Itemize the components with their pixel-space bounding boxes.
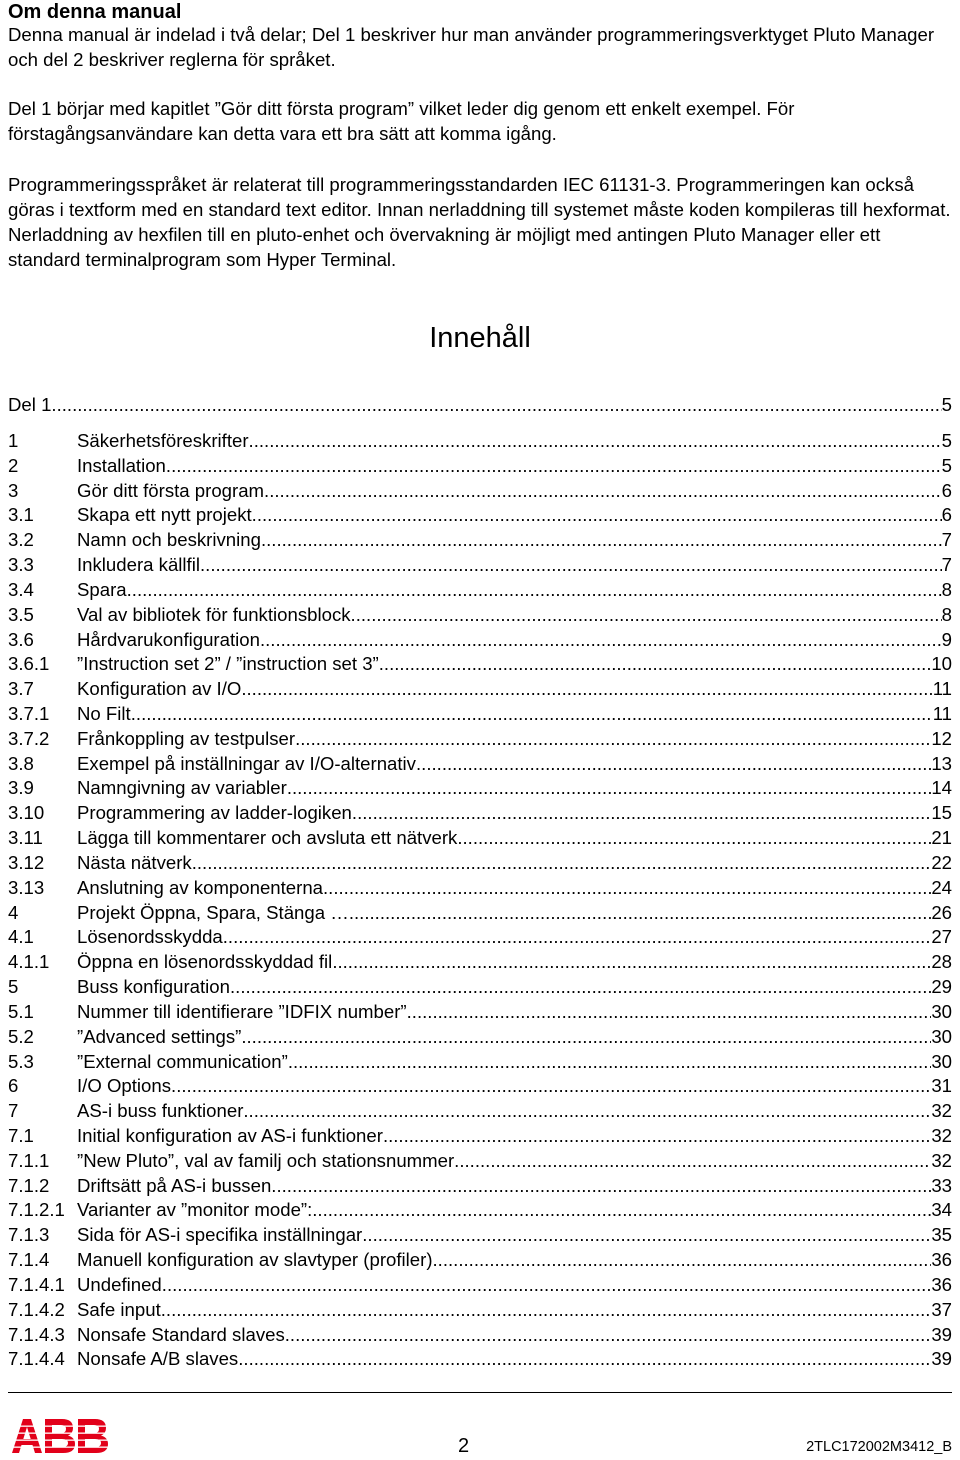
- toc-entry-page: 15: [931, 802, 952, 824]
- toc-entry-number: 7.1.1: [8, 1149, 50, 1171]
- toc-entry[interactable]: [8, 1173, 952, 1198]
- toc-entry[interactable]: [8, 392, 952, 417]
- toc-entry-number: 5.2: [8, 1025, 34, 1047]
- toc-entry-page: 30: [931, 1000, 952, 1022]
- toc-entry[interactable]: [8, 949, 952, 974]
- toc-entry-title: Buss konfiguration: [77, 976, 230, 998]
- toc-entry-title: Val av bibliotek för funktionsblock: [77, 603, 351, 625]
- toc-entry-page: 9: [941, 628, 952, 650]
- toc-entry-title: Del 1: [8, 394, 52, 415]
- toc-entry-number: 7.1: [8, 1124, 34, 1146]
- toc-leader-dots: [351, 602, 942, 627]
- about-paragraph-1: Denna manual är indelad i två delar; Del 1 beskriver hur man använder programmeringsverktyget Pluto Manager och del 2 beskriver reglerna för språket.: [8, 24, 935, 70]
- toc-entry-number: 3.8: [8, 752, 34, 774]
- toc-entry-page: 5: [941, 454, 952, 476]
- toc-entry-number: 2: [8, 454, 19, 476]
- toc-leader-dots: [264, 478, 942, 503]
- toc-entry-title: Projekt Öppna, Spara, Stänga …: [77, 901, 349, 923]
- toc-leader-dots: [230, 974, 931, 999]
- toc-entry-title: Driftsätt på AS-i bussen: [77, 1174, 272, 1196]
- toc-entry-title: Varianter av ”monitor mode”:: [77, 1199, 313, 1221]
- toc-entry-page: 6: [941, 504, 952, 526]
- toc-entry-title: Sida för AS-i specifika inställningar: [77, 1224, 363, 1246]
- toc-leader-dots: [332, 949, 931, 974]
- toc-entry-page: 36: [931, 1249, 952, 1271]
- toc-entry-title: Manuell konfiguration av slavtyper (profiler): [77, 1249, 433, 1271]
- toc-entry-page: 37: [931, 1298, 952, 1320]
- toc-leader-dots: [241, 676, 932, 701]
- toc-entry[interactable]: [8, 875, 952, 900]
- toc-entry-number: 3.5: [8, 603, 34, 625]
- toc-entry-number: 3.2: [8, 529, 34, 551]
- toc-leader-dots: [51, 392, 941, 417]
- toc-entry-title: Anslutning av komponenterna: [77, 876, 324, 898]
- toc-entry[interactable]: [8, 602, 952, 627]
- toc-entry-page: 5: [941, 394, 952, 415]
- toc-entry-number: 7.1.4: [8, 1249, 50, 1271]
- toc-entry-title: Namngivning av variabler: [77, 777, 287, 799]
- toc-leader-dots: [295, 726, 931, 751]
- toc-entry-number: 5.3: [8, 1050, 34, 1072]
- toc-entry[interactable]: [8, 924, 952, 949]
- toc-entry-number: 7.1.3: [8, 1224, 50, 1246]
- toc-entry-title: Lösenordsskydda: [77, 926, 223, 948]
- toc-entry-number: 3.13: [8, 876, 45, 898]
- toc-entry-number: 1: [8, 430, 19, 451]
- toc-entry-page: 30: [931, 1025, 952, 1047]
- toc-leader-dots: [223, 924, 932, 949]
- toc-entry[interactable]: [8, 627, 952, 652]
- toc-entry-page: 35: [931, 1224, 952, 1246]
- toc-leader-dots: [379, 651, 932, 676]
- toc-entry[interactable]: [8, 1123, 952, 1148]
- toc-entry-number: 7.1.4.4: [8, 1348, 65, 1370]
- toc-leader-dots: [162, 1272, 932, 1297]
- toc-leader-dots: [192, 850, 932, 875]
- toc-entry-title: Exempel på inställningar av I/O-alternativ: [77, 752, 416, 774]
- document-id: 2TLC172002M3412_B: [806, 1439, 952, 1455]
- toc-entry-number: 7: [8, 1100, 19, 1122]
- page-number: 2: [458, 1435, 470, 1457]
- footer-divider: [8, 1392, 952, 1393]
- toc-entry[interactable]: [8, 726, 952, 751]
- toc-entry-title: Nonsafe Standard slaves: [77, 1323, 285, 1345]
- toc-entry-title: No Filt: [77, 703, 131, 725]
- toc-leader-dots: [312, 1197, 931, 1222]
- toc-entry-page: 24: [931, 876, 952, 898]
- toc-entry[interactable]: [8, 1148, 952, 1173]
- toc-entry-number: 3.11: [8, 827, 43, 849]
- toc-entry-page: 28: [931, 951, 952, 973]
- toc-entry-title: Safe input: [77, 1298, 161, 1320]
- toc-entry-number: 7.1.2: [8, 1174, 50, 1196]
- toc-entry-number: 3.6.1: [8, 653, 50, 675]
- toc-entry-title: Gör ditt första program: [77, 479, 265, 501]
- toc-entry-page: 12: [931, 727, 952, 749]
- toc-entry[interactable]: [8, 453, 952, 478]
- toc-entry-number: 4.1.1: [8, 951, 50, 973]
- toc-entry-page: 11: [932, 678, 952, 700]
- toc-entry[interactable]: [8, 1073, 952, 1098]
- toc-entry-number: 3.7.2: [8, 727, 50, 749]
- toc-leader-dots: [252, 502, 942, 527]
- toc-entry-title: Nästa nätverk: [77, 851, 192, 873]
- toc-entry[interactable]: [8, 1049, 952, 1074]
- toc-entry-number: 5.1: [8, 1000, 34, 1022]
- toc-leader-dots: [249, 428, 942, 453]
- toc-entry-page: 27: [931, 926, 952, 948]
- toc-leader-dots: [166, 453, 942, 478]
- toc-leader-dots: [287, 775, 932, 800]
- toc-entry[interactable]: [8, 676, 952, 701]
- toc-entry[interactable]: [8, 552, 952, 577]
- toc-leader-dots: [352, 800, 931, 825]
- toc-entry-title: Säkerhetsföreskrifter: [77, 430, 249, 451]
- toc-entry[interactable]: [8, 900, 952, 925]
- toc-leader-dots: [131, 701, 933, 726]
- toc-leader-dots: [323, 875, 931, 900]
- toc-entry-page: 36: [931, 1273, 952, 1295]
- toc-entry-title: Konfiguration av I/O: [77, 678, 242, 700]
- toc-entry-page: 7: [941, 529, 952, 551]
- toc-entry-page: 7: [941, 554, 952, 576]
- toc-leader-dots: [171, 1073, 931, 1098]
- toc-entry-page: 11: [932, 703, 952, 725]
- toc-entry-page: 29: [931, 976, 952, 998]
- toc-entry-page: 32: [931, 1100, 952, 1122]
- toc-entry-page: 21: [931, 827, 952, 849]
- toc-entry-number: 7.1.4.2: [8, 1298, 65, 1320]
- toc-entry-page: 6: [941, 479, 952, 501]
- toc-leader-dots: [457, 825, 931, 850]
- toc-entry-page: 26: [931, 901, 952, 923]
- toc-entry-number: 3.6: [8, 628, 34, 650]
- toc-entry-page: 34: [931, 1199, 952, 1221]
- toc-entry-title: Skapa ett nytt projekt: [77, 504, 252, 526]
- toc-entry[interactable]: [8, 1297, 952, 1322]
- toc-entry-page: 8: [941, 603, 952, 625]
- toc-entry[interactable]: [8, 502, 952, 527]
- toc-entry-title: Nummer till identifierare ”IDFIX number”: [77, 1000, 407, 1022]
- toc-entry-number: 3.7.1: [8, 703, 50, 725]
- toc-entry-page: 22: [931, 851, 952, 873]
- toc-entry[interactable]: [8, 478, 952, 503]
- toc-entry[interactable]: [8, 1346, 952, 1371]
- toc-leader-dots: [416, 751, 931, 776]
- toc-entry-page: 8: [941, 578, 952, 600]
- toc-entry-number: 7.1.4.1: [8, 1273, 65, 1295]
- toc-entry-number: 3.4: [8, 578, 34, 600]
- toc-entry[interactable]: [8, 1322, 952, 1347]
- toc-leader-dots: [362, 1222, 931, 1247]
- toc-entry[interactable]: [8, 775, 952, 800]
- toc-entry-number: 3.7: [8, 678, 34, 700]
- toc-entry-page: 39: [931, 1348, 952, 1370]
- toc-entry-page: 13: [931, 752, 952, 774]
- toc-leader-dots: [285, 1322, 932, 1347]
- toc-entry-page: 30: [931, 1050, 952, 1072]
- toc-leader-dots: [407, 999, 932, 1024]
- toc-entry-title: Inkludera källfil: [77, 554, 200, 576]
- toc-entry[interactable]: [8, 527, 952, 552]
- toc-entry-title: Namn och beskrivning: [77, 529, 261, 551]
- toc-entry-title: ”External communication”: [77, 1050, 288, 1072]
- toc-entry[interactable]: [8, 428, 952, 453]
- toc-entry-title: Lägga till kommentarer och avsluta ett nätverk: [77, 827, 458, 849]
- toc-entry[interactable]: [8, 999, 952, 1024]
- toc-entry-page: 5: [941, 430, 952, 451]
- abb-logo: [10, 1417, 110, 1455]
- toc-leader-dots: [288, 1049, 932, 1074]
- toc-leader-dots: [127, 577, 942, 602]
- toc-entry[interactable]: [8, 1197, 952, 1222]
- toc-entry-number: 5: [8, 976, 19, 998]
- toc-entry-number: 4.1: [8, 926, 34, 948]
- about-paragraph-3: Programmeringsspråket är relaterat till programmeringsstandarden IEC 61131-3. Programmeringen kan också göras i textform med en standard text editor. Innan nerladdning till systemet måste koden kompileras till hexformat. Nerladdning av hexfilen till en pluto-enhet och övervakning är möjligt med antingen Pluto Manager eller ett standard terminalprogram som Hyper Terminal.: [8, 174, 951, 270]
- about-paragraph-2: Del 1 börjar med kapitlet ”Gör ditt första program” vilket leder dig genom ett enkelt exempel. För förstagångsanvändare kan detta vara ett bra sätt att komma igång.: [8, 98, 795, 144]
- toc-entry-title: Installation: [77, 454, 166, 476]
- toc-entry-title: Hårdvarukonfiguration: [77, 628, 260, 650]
- toc-entry[interactable]: [8, 701, 952, 726]
- toc-entry-number: 6: [8, 1075, 19, 1097]
- toc-entry-page: 39: [931, 1323, 952, 1345]
- toc-entry-number: 3.3: [8, 554, 34, 576]
- toc-entry-number: 3.12: [8, 851, 45, 873]
- toc-entry-page: 14: [931, 777, 952, 799]
- toc-leader-dots: [433, 1247, 932, 1272]
- toc-entry-number: 4: [8, 901, 19, 923]
- toc-entry-title: ”Instruction set 2” / ”instruction set 3”: [77, 653, 379, 675]
- toc-entry-title: Initial konfiguration av AS-i funktioner: [77, 1124, 383, 1146]
- toc-leader-dots: [261, 527, 942, 552]
- toc-entry[interactable]: [8, 751, 952, 776]
- toc-entry-title: Spara: [77, 578, 127, 600]
- toc-entry-title: Nonsafe A/B slaves: [77, 1348, 239, 1370]
- toc-entry-number: 7.1.2.1: [8, 1199, 65, 1221]
- toc-entry[interactable]: [8, 1098, 952, 1123]
- toc-entry[interactable]: [8, 974, 952, 999]
- toc-entry[interactable]: [8, 1222, 952, 1247]
- toc-leader-dots: [454, 1148, 931, 1173]
- toc-entry-page: 32: [931, 1149, 952, 1171]
- toc-leader-dots: [383, 1123, 931, 1148]
- toc-entry-page: 10: [931, 653, 952, 675]
- toc-entry-title: ”New Pluto”, val av familj och stationsnummer: [77, 1149, 455, 1171]
- about-heading: Om denna manual: [8, 1, 182, 23]
- toc-leader-dots: [271, 1173, 931, 1198]
- toc-entry[interactable]: [8, 651, 952, 676]
- toc-leader-dots: [161, 1297, 932, 1322]
- toc-entry[interactable]: [8, 1247, 952, 1272]
- toc-entry-page: 32: [931, 1124, 952, 1146]
- toc-entry[interactable]: [8, 825, 952, 850]
- toc-leader-dots: [200, 552, 942, 577]
- toc-entry-title: Undefined: [77, 1273, 162, 1295]
- toc-entry-title: AS-i buss funktioner: [77, 1100, 244, 1122]
- toc-entry[interactable]: [8, 1024, 952, 1049]
- toc-entry[interactable]: [8, 850, 952, 875]
- toc-entry-number: 3.10: [8, 802, 45, 824]
- toc-entry-title: ”Advanced settings”: [77, 1025, 242, 1047]
- toc-entry-title: Öppna en lösenordsskyddad fil: [77, 951, 333, 973]
- toc-leader-dots: [238, 1346, 931, 1371]
- toc-leader-dots: [260, 627, 942, 652]
- toc-entry-number: 3.1: [8, 504, 34, 526]
- toc-title: Innehåll: [429, 322, 531, 354]
- toc-entry-title: I/O Options: [77, 1075, 172, 1097]
- toc-entry-number: 3.9: [8, 777, 34, 799]
- toc-leader-dots: [243, 1098, 931, 1123]
- toc-entry[interactable]: [8, 800, 952, 825]
- toc-entry[interactable]: [8, 1272, 952, 1297]
- toc-entry-title: Frånkoppling av testpulser: [77, 727, 296, 749]
- toc-entry-number: 7.1.4.3: [8, 1323, 65, 1345]
- toc-entry-title: Programmering av ladder-logiken: [77, 802, 352, 824]
- toc-entry-page: 33: [931, 1174, 952, 1196]
- toc-entry-number: 3: [8, 479, 19, 501]
- toc-leader-dots: [349, 900, 931, 925]
- toc-leader-dots: [241, 1024, 931, 1049]
- toc-entry-page: 31: [931, 1075, 952, 1097]
- toc-entry[interactable]: [8, 577, 952, 602]
